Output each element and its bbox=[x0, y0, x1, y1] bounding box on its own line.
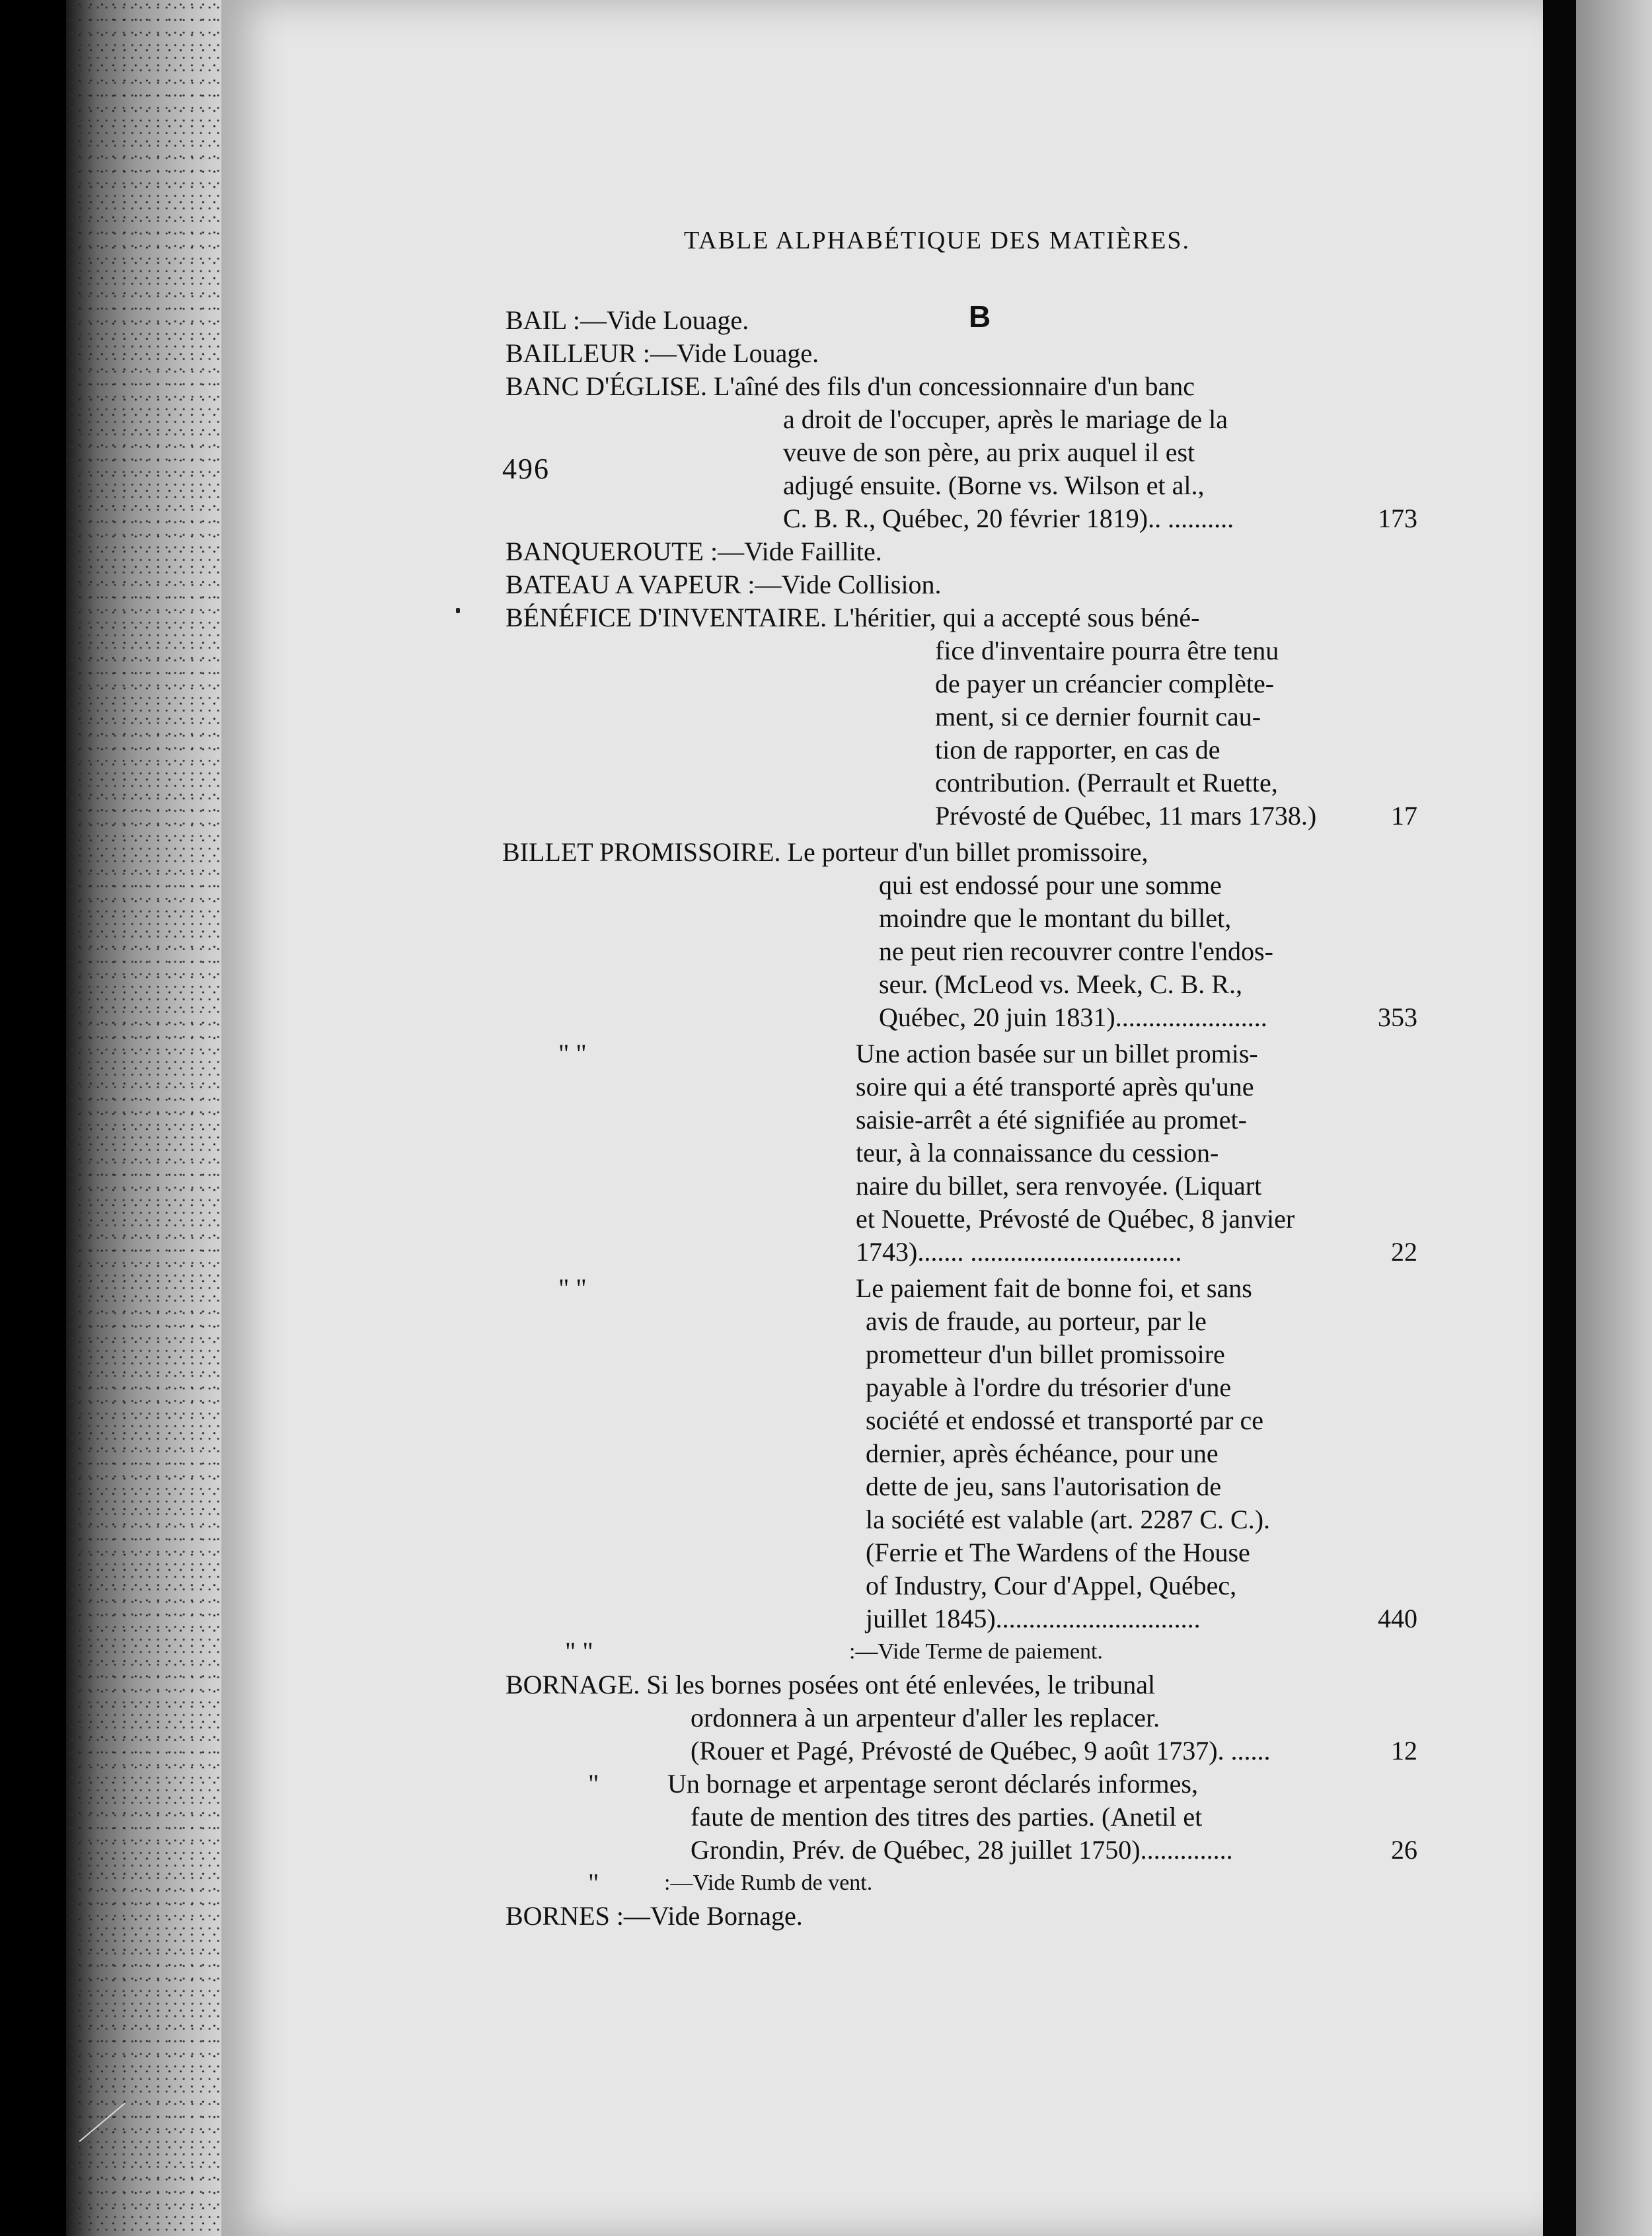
index-line: :—Vide Terme de paiement. bbox=[849, 1639, 1103, 1664]
book-page-edge bbox=[66, 0, 225, 2236]
index-line: contribution. (Perrault et Ruette, bbox=[935, 768, 1278, 798]
ditto-mark: " bbox=[588, 1868, 599, 1898]
index-line: juillet 1845)............................... bbox=[866, 1604, 1201, 1633]
index-line: qui est endossé pour une somme bbox=[879, 870, 1222, 900]
margin-mark bbox=[456, 608, 460, 613]
index-line: (Rouer et Pagé, Prévosté de Québec, 9 août 1737). ...... bbox=[691, 1736, 1271, 1766]
page-reference: 440 bbox=[1378, 1604, 1417, 1633]
index-line: de payer un créancier complète- bbox=[935, 669, 1275, 698]
index-line: naire du billet, sera renvoyée. (Liquart bbox=[856, 1171, 1262, 1201]
index-line: moindre que le montant du billet, bbox=[879, 903, 1232, 933]
ditto-mark: " bbox=[588, 1769, 599, 1799]
index-line: BORNAGE. Si les bornes posées ont été enlevées, le tribunal bbox=[506, 1670, 1156, 1699]
index-line: société et endossé et transporté par ce bbox=[866, 1405, 1263, 1435]
index-line: BANQUEROUTE :—Vide Faillite. bbox=[506, 537, 882, 566]
section-letter: B bbox=[969, 299, 991, 334]
index-line: dette de jeu, sans l'autorisation de bbox=[866, 1472, 1222, 1501]
index-line: adjugé ensuite. (Borne vs. Wilson et al., bbox=[783, 470, 1205, 500]
adjacent-page bbox=[1576, 0, 1652, 2236]
index-line: BÉNÉFICE D'INVENTAIRE. L'héritier, qui a accepté sous béné- bbox=[506, 603, 1200, 632]
index-line: C. B. R., Québec, 20 février 1819).. .......... bbox=[783, 503, 1234, 533]
index-line: seur. (McLeod vs. Meek, C. B. R., bbox=[879, 969, 1242, 999]
index-line: Grondin, Prév. de Québec, 28 juillet 1750).............. bbox=[691, 1835, 1233, 1865]
page-reference: 22 bbox=[1391, 1237, 1417, 1267]
running-title: TABLE ALPHABÉTIQUE DES MATIÈRES. bbox=[684, 227, 1191, 254]
index-line: veuve de son père, au prix auquel il est bbox=[783, 437, 1195, 467]
index-line: BATEAU A VAPEUR :—Vide Collision. bbox=[506, 570, 942, 599]
page-reference: 26 bbox=[1391, 1835, 1417, 1865]
index-line: ment, si ce dernier fournit cau- bbox=[935, 702, 1261, 731]
index-line: faute de mention des titres des parties. (Anetil et bbox=[691, 1802, 1203, 1832]
index-line: teur, à la connaissance du cession- bbox=[856, 1138, 1219, 1168]
index-line: BANC D'ÉGLISE. L'aîné des fils d'un concessionnaire d'un banc bbox=[506, 371, 1195, 401]
ditto-mark: " " bbox=[565, 1637, 593, 1666]
index-line: ordonnera à un arpenteur d'aller les replacer. bbox=[691, 1703, 1160, 1733]
index-line: tion de rapporter, en cas de bbox=[935, 735, 1220, 764]
page-reference: 17 bbox=[1391, 801, 1417, 831]
index-line: BORNES :—Vide Bornage. bbox=[506, 1901, 803, 1931]
index-line: prometteur d'un billet promissoire bbox=[866, 1339, 1225, 1369]
index-line: dernier, après échéance, pour une bbox=[866, 1438, 1219, 1468]
index-line: Québec, 20 juin 1831)....................... bbox=[879, 1002, 1267, 1032]
index-line: avis de fraude, au porteur, par le bbox=[866, 1306, 1207, 1336]
page-reference: 173 bbox=[1378, 503, 1417, 533]
index-line: a droit de l'occuper, après le mariage de la bbox=[783, 404, 1228, 434]
index-line: ne peut rien recouvrer contre l'endos- bbox=[879, 936, 1273, 966]
index-line: 1743)....... ................................ bbox=[856, 1237, 1182, 1267]
index-line: soire qui a été transporté après qu'une bbox=[856, 1072, 1254, 1101]
index-line: saisie-arrêt a été signifiée au promet- bbox=[856, 1105, 1247, 1135]
index-line: la société est valable (art. 2287 C. C.). bbox=[866, 1505, 1271, 1534]
page-reference: 12 bbox=[1391, 1736, 1417, 1766]
index-line: of Industry, Cour d'Appel, Québec, bbox=[866, 1571, 1237, 1600]
page-number: 496 bbox=[502, 453, 550, 485]
index-line: Une action basée sur un billet promis- bbox=[856, 1039, 1258, 1068]
index-line: :—Vide Rumb de vent. bbox=[664, 1871, 873, 1895]
index-line: BILLET PROMISSOIRE. Le porteur d'un billet promissoire, bbox=[502, 837, 1148, 867]
ditto-mark: " " bbox=[558, 1039, 587, 1068]
index-line: payable à l'ordre du trésorier d'une bbox=[866, 1372, 1232, 1402]
index-line: Un bornage et arpentage seront déclarés informes, bbox=[667, 1769, 1198, 1799]
index-line: Prévosté de Québec, 11 mars 1738.) bbox=[935, 801, 1317, 831]
index-line: (Ferrie et The Wardens of the House bbox=[866, 1538, 1250, 1567]
ditto-mark: " " bbox=[558, 1273, 587, 1303]
page-gutter-shadow bbox=[1543, 0, 1576, 2236]
index-line: BAILLEUR :—Vide Louage. bbox=[506, 338, 819, 368]
index-line: Le paiement fait de bonne foi, et sans bbox=[856, 1273, 1252, 1303]
page-reference: 353 bbox=[1378, 1002, 1417, 1032]
index-line: fice d'inventaire pourra être tenu bbox=[935, 636, 1279, 665]
index-line: et Nouette, Prévosté de Québec, 8 janvier bbox=[856, 1204, 1295, 1234]
index-line: BAIL :—Vide Louage. bbox=[506, 305, 749, 335]
